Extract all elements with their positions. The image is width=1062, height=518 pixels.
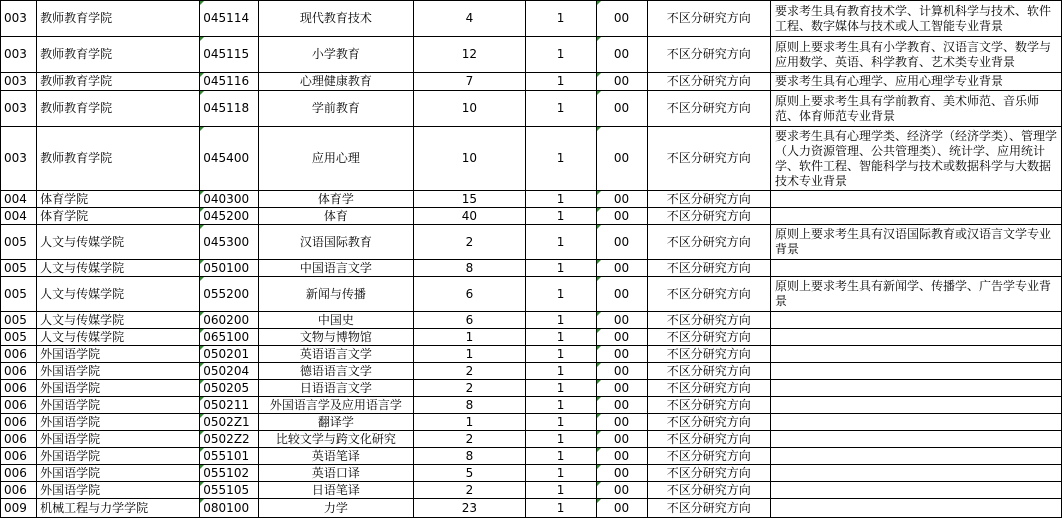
direction-code-cell: 00 <box>596 448 647 465</box>
major-code-cell: 045114 <box>200 1 258 37</box>
table-row <box>1 91 1062 127</box>
quota-cell: 8 <box>414 260 525 277</box>
unit-cell: 1 <box>525 346 596 363</box>
direction-cell: 不区分研究方向 <box>647 397 770 414</box>
direction-code-cell: 00 <box>596 397 647 414</box>
college-code-cell: 006 <box>1 380 37 397</box>
direction-code-cell: 00 <box>596 191 647 208</box>
college-code-cell: 006 <box>1 346 37 363</box>
major-code-cell: 045115 <box>200 37 258 73</box>
table-row <box>1 363 1062 380</box>
college-code-cell: 005 <box>1 277 37 312</box>
college-name-cell: 人文与传媒学院 <box>37 260 200 277</box>
unit-cell: 1 <box>525 37 596 73</box>
major-code-cell: 045300 <box>200 225 258 260</box>
major-code-cell: 055105 <box>200 482 258 499</box>
unit-cell: 1 <box>525 499 596 518</box>
major-code-cell: 080100 <box>200 499 258 518</box>
college-code-cell: 003 <box>1 73 37 91</box>
major-name-cell: 日语语言文学 <box>258 380 414 397</box>
note-cell <box>770 363 1061 380</box>
college-name-cell: 外国语学院 <box>37 431 200 448</box>
table-row <box>1 380 1062 397</box>
college-code-cell: 006 <box>1 465 37 482</box>
unit-cell: 1 <box>525 482 596 499</box>
direction-code-cell: 00 <box>596 225 647 260</box>
college-name-cell: 外国语学院 <box>37 482 200 499</box>
table-row <box>1 312 1062 329</box>
major-name-cell: 德语语言文学 <box>258 363 414 380</box>
direction-cell: 不区分研究方向 <box>647 363 770 380</box>
quota-cell: 2 <box>414 225 525 260</box>
note-cell <box>770 191 1061 208</box>
college-name-cell: 教师教育学院 <box>37 73 200 91</box>
table-body <box>1 1 1062 518</box>
major-name-cell: 英语口译 <box>258 465 414 482</box>
table-row <box>1 414 1062 431</box>
direction-cell: 不区分研究方向 <box>647 499 770 518</box>
quota-cell: 5 <box>414 465 525 482</box>
college-name-cell: 外国语学院 <box>37 380 200 397</box>
college-code-cell: 003 <box>1 91 37 127</box>
quota-cell: 40 <box>414 208 525 225</box>
quota-cell: 2 <box>414 482 525 499</box>
direction-cell: 不区分研究方向 <box>647 465 770 482</box>
direction-code-cell: 00 <box>596 208 647 225</box>
quota-cell: 6 <box>414 277 525 312</box>
direction-code-cell: 00 <box>596 277 647 312</box>
major-code-cell: 0502Z1 <box>200 414 258 431</box>
quota-cell: 10 <box>414 91 525 127</box>
major-name-cell: 体育 <box>258 208 414 225</box>
note-cell <box>770 260 1061 277</box>
direction-code-cell: 00 <box>596 346 647 363</box>
direction-code-cell: 00 <box>596 431 647 448</box>
major-code-cell: 040300 <box>200 191 258 208</box>
college-name-cell: 人文与传媒学院 <box>37 329 200 346</box>
college-code-cell: 004 <box>1 208 37 225</box>
major-name-cell: 外国语言学及应用语言学 <box>258 397 414 414</box>
direction-code-cell: 00 <box>596 73 647 91</box>
direction-cell: 不区分研究方向 <box>647 414 770 431</box>
note-cell <box>770 465 1061 482</box>
table-row <box>1 127 1062 191</box>
major-code-cell: 045400 <box>200 127 258 191</box>
quota-cell: 23 <box>414 499 525 518</box>
unit-cell: 1 <box>525 225 596 260</box>
note-cell <box>770 431 1061 448</box>
college-name-cell: 人文与传媒学院 <box>37 312 200 329</box>
college-code-cell: 005 <box>1 329 37 346</box>
direction-code-cell: 00 <box>596 499 647 518</box>
direction-cell: 不区分研究方向 <box>647 329 770 346</box>
major-code-cell: 0502Z2 <box>200 431 258 448</box>
college-code-cell: 006 <box>1 363 37 380</box>
unit-cell: 1 <box>525 260 596 277</box>
unit-cell: 1 <box>525 208 596 225</box>
major-code-cell: 050204 <box>200 363 258 380</box>
unit-cell: 1 <box>525 191 596 208</box>
table-row <box>1 208 1062 225</box>
note-cell <box>770 499 1061 518</box>
note-cell: 要求考生具有心理学、应用心理学专业背景 <box>770 73 1061 91</box>
major-name-cell: 现代教育技术 <box>258 1 414 37</box>
college-name-cell: 人文与传媒学院 <box>37 225 200 260</box>
note-cell <box>770 482 1061 499</box>
major-name-cell: 力学 <box>258 499 414 518</box>
college-code-cell: 004 <box>1 191 37 208</box>
quota-cell: 7 <box>414 73 525 91</box>
college-code-cell: 005 <box>1 225 37 260</box>
major-name-cell: 中国语言文学 <box>258 260 414 277</box>
table-row <box>1 346 1062 363</box>
direction-code-cell: 00 <box>596 312 647 329</box>
table-row <box>1 225 1062 260</box>
major-name-cell: 学前教育 <box>258 91 414 127</box>
table-row <box>1 448 1062 465</box>
college-name-cell: 教师教育学院 <box>37 127 200 191</box>
direction-cell: 不区分研究方向 <box>647 277 770 312</box>
college-code-cell: 005 <box>1 260 37 277</box>
note-cell <box>770 414 1061 431</box>
college-code-cell: 009 <box>1 499 37 518</box>
quota-cell: 4 <box>414 1 525 37</box>
college-name-cell: 机械工程与力学学院 <box>37 499 200 518</box>
quota-cell: 12 <box>414 37 525 73</box>
table-row <box>1 277 1062 312</box>
unit-cell: 1 <box>525 465 596 482</box>
direction-code-cell: 00 <box>596 465 647 482</box>
major-code-cell: 065100 <box>200 329 258 346</box>
note-cell: 原则上要求考生具有小学教育、汉语言文学、数学与应用数学、英语、科学教育、艺术类专业背景 <box>770 37 1061 73</box>
direction-code-cell: 00 <box>596 91 647 127</box>
direction-cell: 不区分研究方向 <box>647 225 770 260</box>
major-name-cell: 新闻与传播 <box>258 277 414 312</box>
direction-code-cell: 00 <box>596 329 647 346</box>
direction-code-cell: 00 <box>596 260 647 277</box>
college-code-cell: 006 <box>1 431 37 448</box>
direction-cell: 不区分研究方向 <box>647 312 770 329</box>
direction-code-cell: 00 <box>596 127 647 191</box>
quota-cell: 10 <box>414 127 525 191</box>
college-name-cell: 外国语学院 <box>37 465 200 482</box>
major-name-cell: 文物与博物馆 <box>258 329 414 346</box>
major-code-cell: 050211 <box>200 397 258 414</box>
quota-cell: 1 <box>414 329 525 346</box>
direction-cell: 不区分研究方向 <box>647 191 770 208</box>
major-name-cell: 汉语国际教育 <box>258 225 414 260</box>
note-cell <box>770 312 1061 329</box>
direction-cell: 不区分研究方向 <box>647 431 770 448</box>
table-row <box>1 1 1062 37</box>
direction-cell: 不区分研究方向 <box>647 127 770 191</box>
college-name-cell: 体育学院 <box>37 191 200 208</box>
major-code-cell: 055101 <box>200 448 258 465</box>
note-cell: 原则上要求考生具有学前教育、美术师范、音乐师范、体育师范专业背景 <box>770 91 1061 127</box>
major-name-cell: 翻译学 <box>258 414 414 431</box>
note-cell <box>770 380 1061 397</box>
college-name-cell: 教师教育学院 <box>37 91 200 127</box>
college-code-cell: 003 <box>1 37 37 73</box>
college-code-cell: 006 <box>1 482 37 499</box>
note-cell <box>770 346 1061 363</box>
direction-code-cell: 00 <box>596 363 647 380</box>
unit-cell: 1 <box>525 363 596 380</box>
college-name-cell: 外国语学院 <box>37 397 200 414</box>
major-code-cell: 050100 <box>200 260 258 277</box>
direction-cell: 不区分研究方向 <box>647 346 770 363</box>
college-code-cell: 005 <box>1 312 37 329</box>
college-name-cell: 外国语学院 <box>37 414 200 431</box>
direction-cell: 不区分研究方向 <box>647 37 770 73</box>
direction-cell: 不区分研究方向 <box>647 73 770 91</box>
major-name-cell: 英语语言文学 <box>258 346 414 363</box>
major-name-cell: 日语笔译 <box>258 482 414 499</box>
major-name-cell: 体育学 <box>258 191 414 208</box>
major-code-cell: 045116 <box>200 73 258 91</box>
major-code-cell: 045200 <box>200 208 258 225</box>
direction-cell: 不区分研究方向 <box>647 260 770 277</box>
note-cell: 要求考生具有教育技术学、计算机科学与技术、软件工程、数字媒体与技术或人工智能专业背景 <box>770 1 1061 37</box>
note-cell <box>770 208 1061 225</box>
college-name-cell: 教师教育学院 <box>37 1 200 37</box>
quota-cell: 15 <box>414 191 525 208</box>
unit-cell: 1 <box>525 277 596 312</box>
quota-cell: 8 <box>414 448 525 465</box>
major-code-cell: 055200 <box>200 277 258 312</box>
unit-cell: 1 <box>525 312 596 329</box>
table-row <box>1 482 1062 499</box>
major-name-cell: 英语笔译 <box>258 448 414 465</box>
table-row <box>1 191 1062 208</box>
unit-cell: 1 <box>525 380 596 397</box>
quota-cell: 2 <box>414 380 525 397</box>
major-name-cell: 比较文学与跨文化研究 <box>258 431 414 448</box>
unit-cell: 1 <box>525 397 596 414</box>
note-cell: 原则上要求考生具有汉语国际教育或汉语言文学专业背景 <box>770 225 1061 260</box>
college-name-cell: 教师教育学院 <box>37 37 200 73</box>
direction-code-cell: 00 <box>596 414 647 431</box>
unit-cell: 1 <box>525 431 596 448</box>
direction-code-cell: 00 <box>596 482 647 499</box>
unit-cell: 1 <box>525 1 596 37</box>
note-cell <box>770 329 1061 346</box>
unit-cell: 1 <box>525 448 596 465</box>
table-row <box>1 329 1062 346</box>
college-name-cell: 人文与传媒学院 <box>37 277 200 312</box>
direction-cell: 不区分研究方向 <box>647 1 770 37</box>
direction-code-cell: 00 <box>596 380 647 397</box>
table-row <box>1 37 1062 73</box>
major-code-cell: 055102 <box>200 465 258 482</box>
college-code-cell: 003 <box>1 1 37 37</box>
major-code-cell: 045118 <box>200 91 258 127</box>
table-row <box>1 260 1062 277</box>
major-code-cell: 050205 <box>200 380 258 397</box>
table-row <box>1 397 1062 414</box>
direction-cell: 不区分研究方向 <box>647 208 770 225</box>
major-code-cell: 050201 <box>200 346 258 363</box>
college-name-cell: 外国语学院 <box>37 346 200 363</box>
major-name-cell: 中国史 <box>258 312 414 329</box>
unit-cell: 1 <box>525 414 596 431</box>
college-code-cell: 006 <box>1 448 37 465</box>
college-name-cell: 外国语学院 <box>37 363 200 380</box>
table-row <box>1 499 1062 518</box>
college-code-cell: 006 <box>1 414 37 431</box>
major-name-cell: 心理健康教育 <box>258 73 414 91</box>
unit-cell: 1 <box>525 329 596 346</box>
direction-code-cell: 00 <box>596 1 647 37</box>
quota-cell: 1 <box>414 414 525 431</box>
quota-cell: 2 <box>414 363 525 380</box>
college-code-cell: 006 <box>1 397 37 414</box>
table-row <box>1 73 1062 91</box>
direction-cell: 不区分研究方向 <box>647 380 770 397</box>
unit-cell: 1 <box>525 127 596 191</box>
major-code-cell: 060200 <box>200 312 258 329</box>
major-name-cell: 小学教育 <box>258 37 414 73</box>
direction-code-cell: 00 <box>596 37 647 73</box>
note-cell <box>770 448 1061 465</box>
major-name-cell: 应用心理 <box>258 127 414 191</box>
college-name-cell: 外国语学院 <box>37 448 200 465</box>
note-cell: 原则上要求考生具有新闻学、传播学、广告学专业背景 <box>770 277 1061 312</box>
note-cell: 要求考生具有心理学类、经济学（经济学类）、管理学（人力资源管理、公共管理类）、统计学、应用统计学、软件工程、智能科学与技术或数据科学与大数据技术专业背景 <box>770 127 1061 191</box>
table-row <box>1 465 1062 482</box>
direction-cell: 不区分研究方向 <box>647 91 770 127</box>
quota-cell: 1 <box>414 346 525 363</box>
quota-cell: 6 <box>414 312 525 329</box>
unit-cell: 1 <box>525 73 596 91</box>
quota-cell: 2 <box>414 431 525 448</box>
table-row <box>1 431 1062 448</box>
quota-cell: 8 <box>414 397 525 414</box>
college-code-cell: 003 <box>1 127 37 191</box>
note-cell <box>770 397 1061 414</box>
direction-cell: 不区分研究方向 <box>647 482 770 499</box>
direction-cell: 不区分研究方向 <box>647 448 770 465</box>
college-name-cell: 体育学院 <box>37 208 200 225</box>
unit-cell: 1 <box>525 91 596 127</box>
